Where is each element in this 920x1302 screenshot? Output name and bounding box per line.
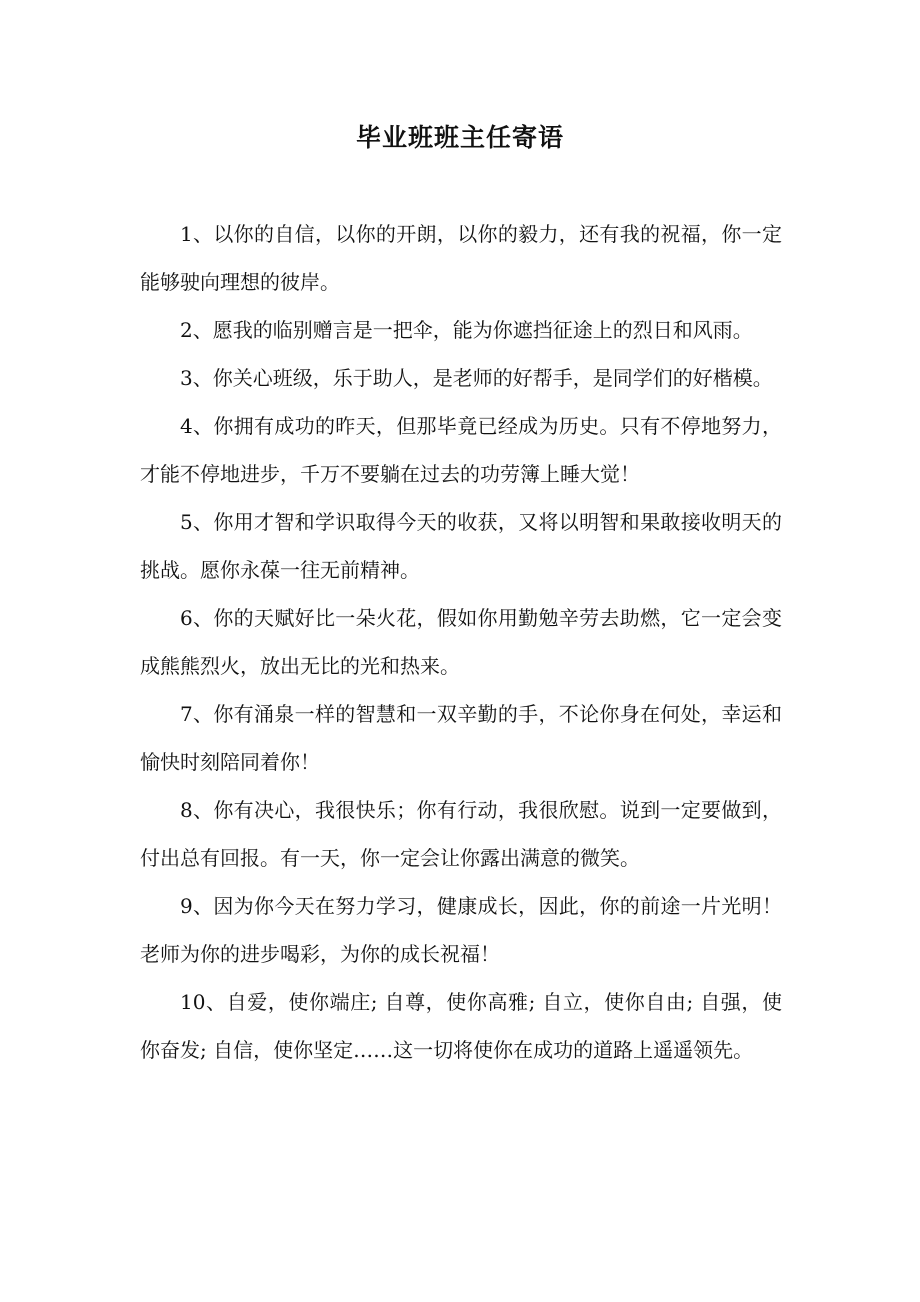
paragraph-8: 8、你有决心，我很快乐；你有行动，我很欣慰。说到一定要做到，付出总有回报。有一天，你一定会让你露出满意的微笑。 bbox=[140, 798, 782, 870]
paragraph-7: 7、你有涌泉一样的智慧和一双辛勤的手，不论你身在何处，幸运和愉快时刻陪同着你！ bbox=[140, 702, 782, 774]
paragraph-3: 3、你关心班级，乐于助人，是老师的好帮手，是同学们的好楷模。 bbox=[180, 366, 773, 390]
paragraph-4: 4、你拥有成功的昨天，但那毕竟已经成为历史。只有不停地努力，才能不停地进步，千万不要躺在过去的功劳簿上睡大觉！ bbox=[140, 414, 782, 486]
paragraph-2: 2、愿我的临别赠言是一把伞，能为你遮挡征途上的烈日和风雨。 bbox=[180, 318, 753, 342]
paragraph-1: 1、以你的自信，以你的开朗，以你的毅力，还有我的祝福，你一定能够驶向理想的彼岸。 bbox=[140, 222, 782, 294]
paragraph-10: 10、自爱，使你端庄; 自尊，使你高雅; 自立，使你自由; 自强，使你奋发; 自信，使你坚定……这一切将使你在成功的道路上遥遥领先。 bbox=[140, 990, 782, 1062]
paragraph-9: 9、因为你今天在努力学习，健康成长，因此，你的前途一片光明！老师为你的进步喝彩，为你的成长祝福！ bbox=[140, 894, 782, 966]
paragraph-5: 5、你用才智和学识取得今天的收获，又将以明智和果敢接收明天的挑战。愿你永葆一往无前精神。 bbox=[140, 510, 782, 582]
document-body bbox=[140, 210, 782, 1074]
document-title: 毕业班班主任寄语 bbox=[355, 123, 564, 152]
paragraph-6: 6、你的天赋好比一朵火花，假如你用勤勉辛劳去助燃，它一定会变成熊熊烈火，放出无比的光和热来。 bbox=[140, 606, 782, 678]
